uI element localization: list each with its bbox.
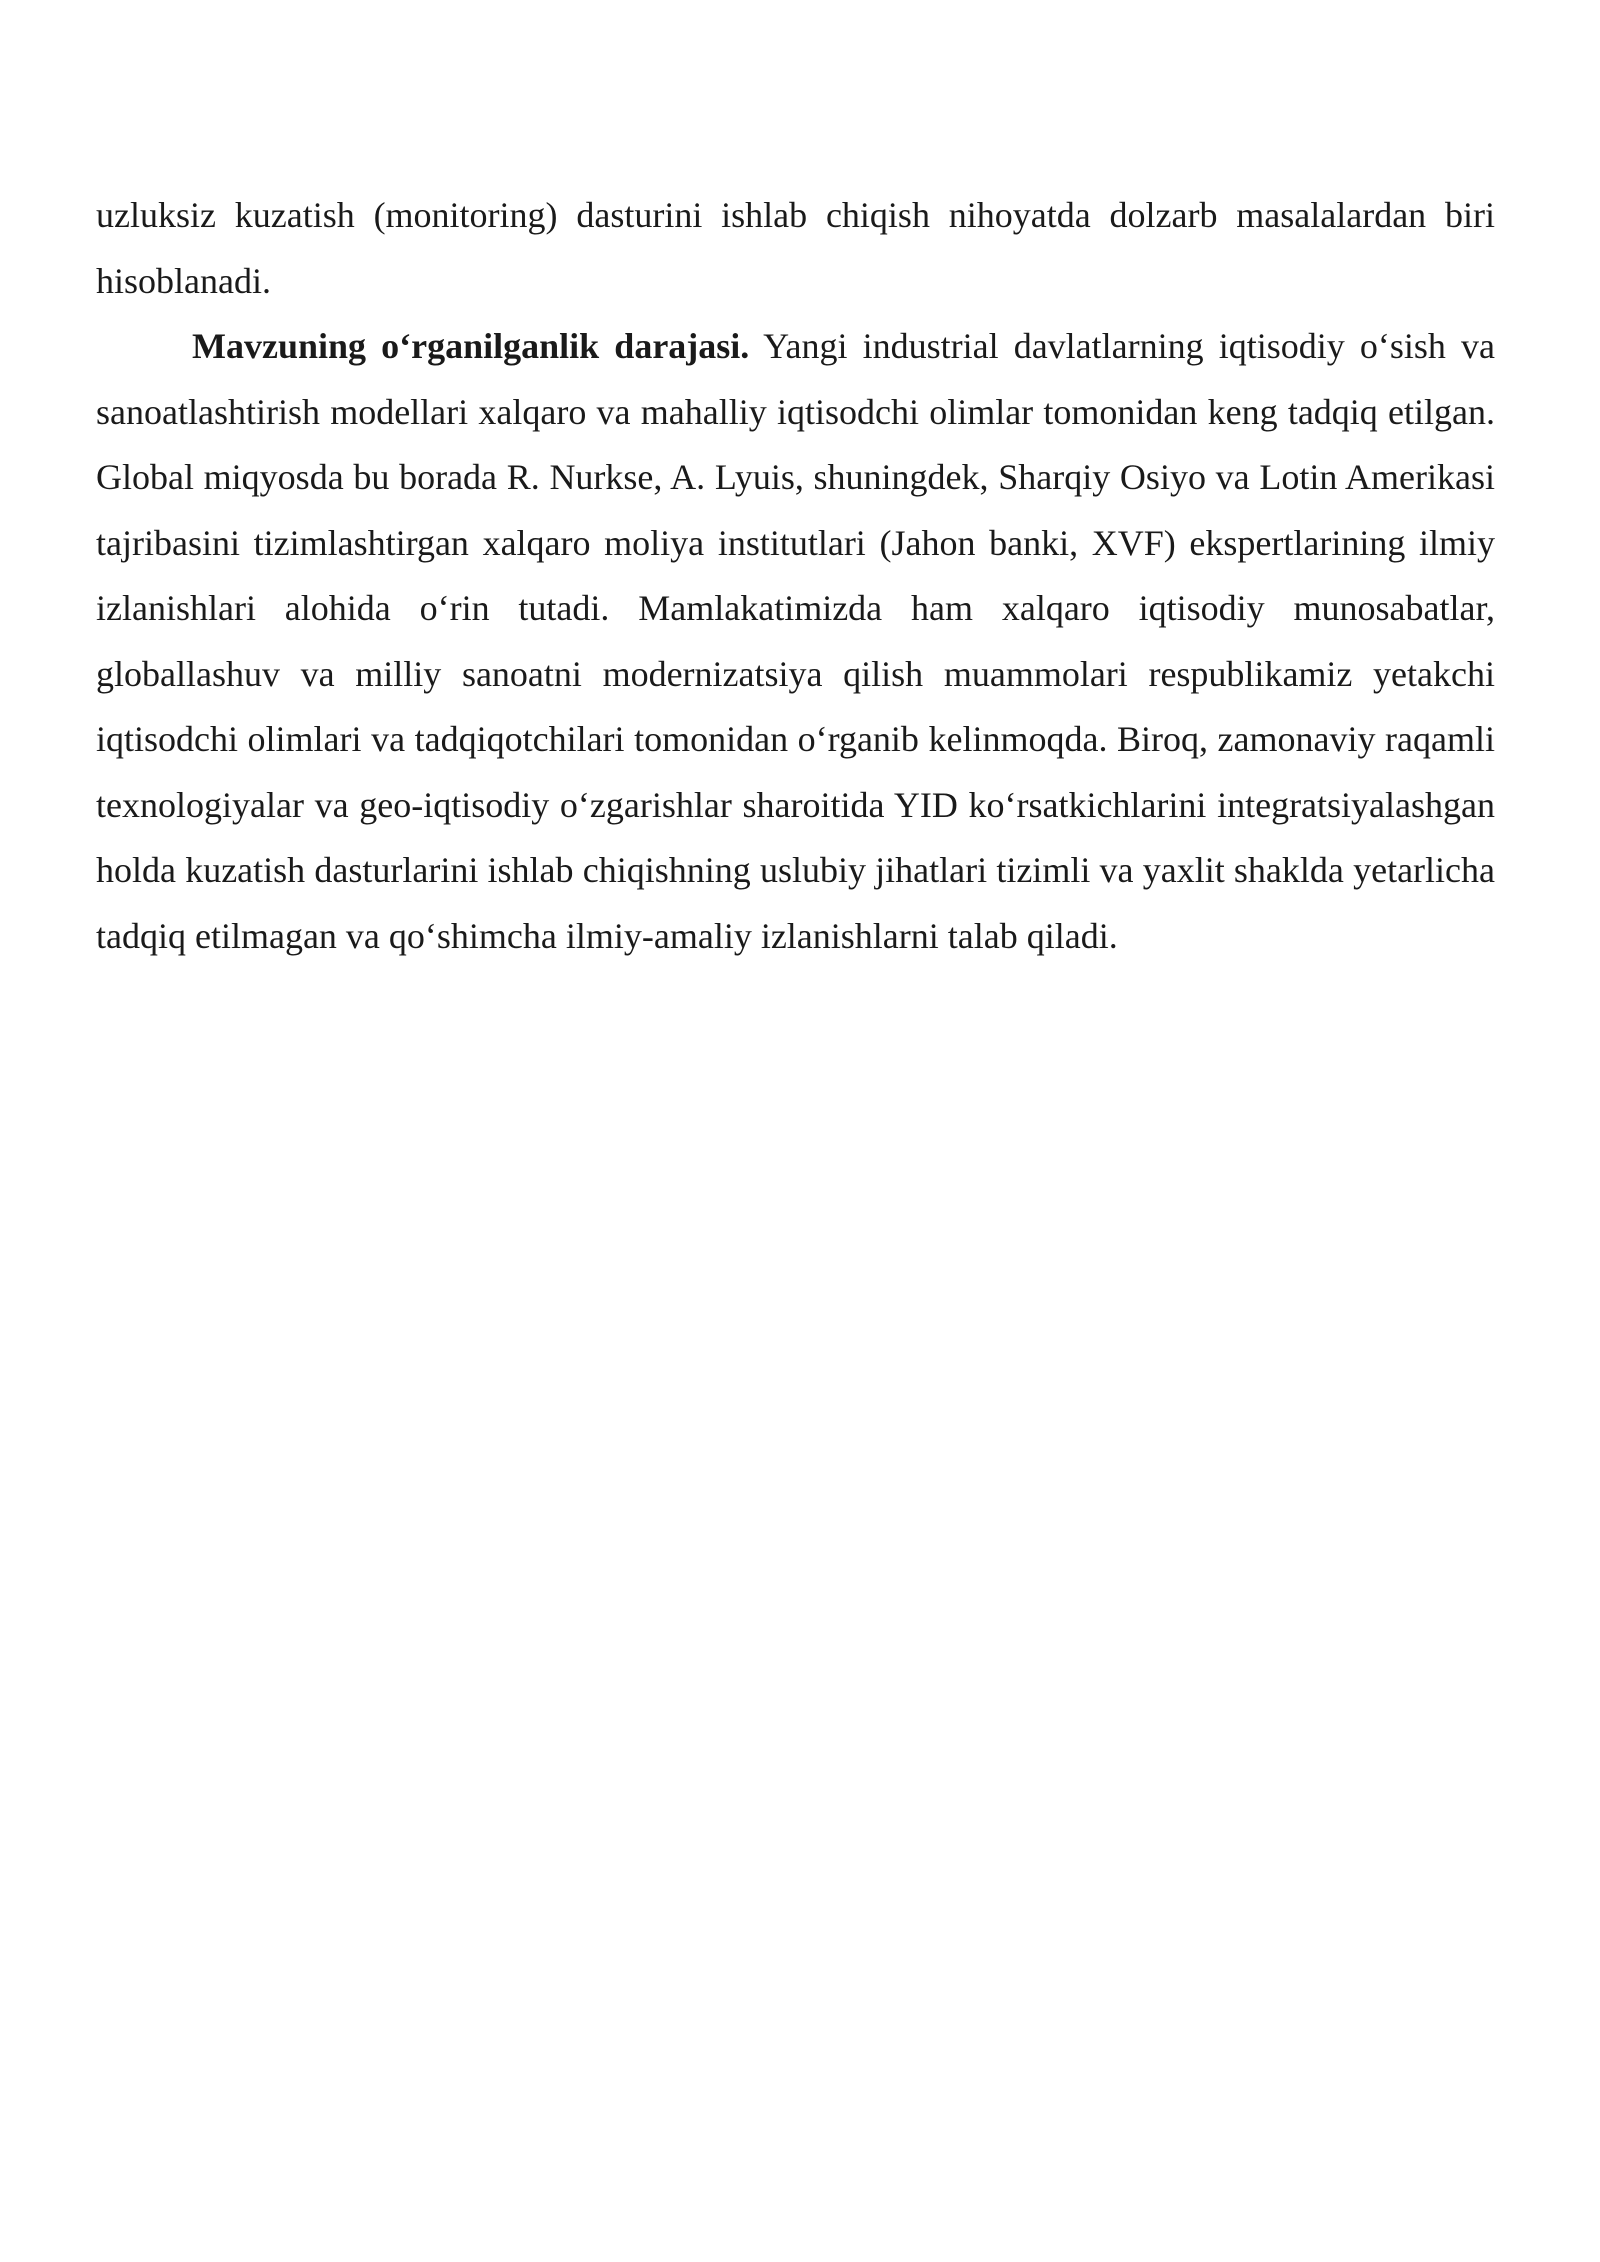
paragraph-body: Yangi industrial davlatlarning iqtisodiy o‘sish va sanoatlashtirish modellari xalqaro va mahalliy iqtisodchi olimlar tomonidan keng tadqiq etilgan. Global miqyosda bu borada R. Nurkse, A. Lyuis, shuningdek, Sharqiy Osiyo va Lotin Amerikasi tajribasini tizimlashtirgan xalqaro moliya institutlari (Jahon banki, XVF) ekspertlarining ilmiy izlanishlari alohida o‘rin tutadi. Mamlakatimizda ham xalqaro iqtisodiy munosabatlar, globallashuv va milliy sanoatni modernizatsiya qilish muammolari respublikamiz yetakchi iqtisodchi olimlari va tadqiqotchilari tomonidan o‘rganib kelinmoqda. Biroq, zamonaviy raqamli texnologiyalar va geo-iqtisodiy o‘zgarishlar sharoitida YID ko‘rsatkichlarini integratsiyalashgan holda kuzatish dasturlarini ishlab chiqishning uslubiy jihatlari tizimli va yaxlit shaklda yetarlicha tadqiq etilmagan va qo‘shimcha ilmiy-amaliy izlanishlarni talab qiladi. [96,326,1495,956]
paragraph-literature-review [96,314,1495,969]
paragraph-continuation: uzluksiz kuzatish (monitoring) dasturini ishlab chiqish nihoyatda dolzarb masalalardan biri hisoblanadi. [96,195,1495,301]
document-body [96,183,1495,969]
section-heading: Mavzuning o‘rganilganlik darajasi. [192,326,750,366]
